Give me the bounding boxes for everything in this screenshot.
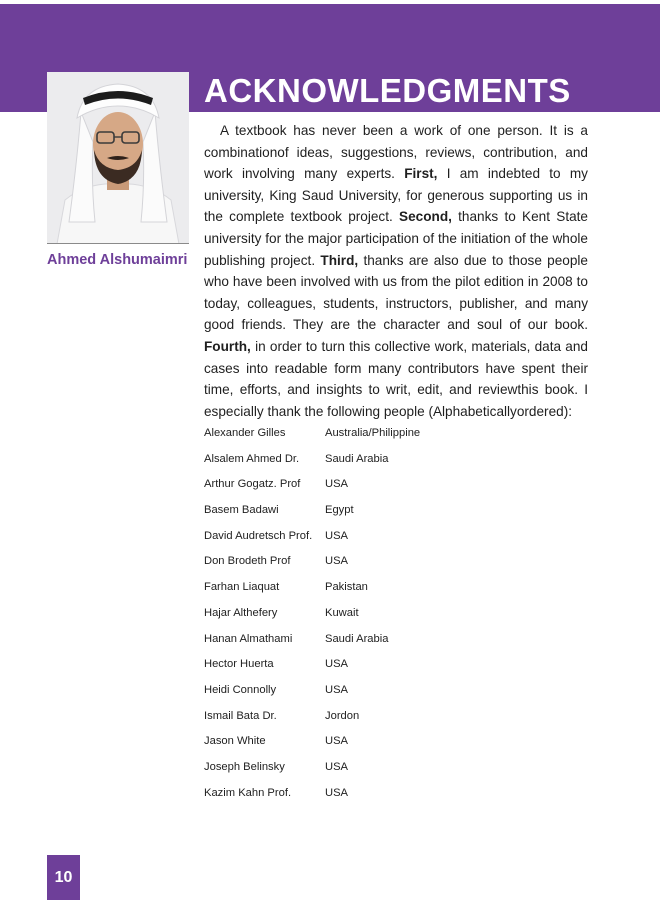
- person-country: USA: [325, 683, 349, 696]
- list-item: [204, 427, 584, 453]
- person-name: Ismail Bata Dr.: [204, 709, 277, 722]
- acknowledgment-text: [204, 120, 588, 422]
- person-name: Arthur Gogatz. Prof: [204, 478, 301, 491]
- person-name: Farhan Liaquat: [204, 581, 280, 594]
- person-name: Hector Huerta: [204, 658, 274, 671]
- person-country: Australia/Philippine: [325, 427, 421, 439]
- person-country: Jordon: [325, 709, 360, 722]
- person-name: Kazim Kahn Prof.: [204, 786, 292, 799]
- contributors-list: [204, 427, 584, 812]
- person-name: Jason White: [204, 735, 266, 748]
- person-country: USA: [325, 529, 349, 542]
- person-name: Heidi Connolly: [204, 683, 277, 696]
- page-number: 10: [54, 868, 73, 886]
- person-country: USA: [325, 478, 349, 491]
- person-name: David Audretsch Prof.: [204, 529, 313, 542]
- person-name: Hajar Althefery: [204, 606, 278, 619]
- author-photo: [47, 72, 189, 244]
- person-country: Egypt: [325, 504, 354, 517]
- person-name: Alsalem Ahmed Dr.: [204, 452, 300, 465]
- person-country: Saudi Arabia: [325, 632, 389, 645]
- list-item: [204, 453, 584, 479]
- person-country: USA: [325, 735, 349, 748]
- list-item: [204, 555, 584, 581]
- person-country: Saudi Arabia: [325, 452, 389, 465]
- person-country: USA: [325, 658, 349, 671]
- list-item: [204, 633, 584, 659]
- person-country: Pakistan: [325, 581, 368, 594]
- list-item: [204, 658, 584, 684]
- author-photo-frame: [47, 72, 189, 244]
- list-item: [204, 684, 584, 710]
- person-name: Alexander Gilles: [204, 427, 286, 439]
- list-item: [204, 504, 584, 530]
- person-country: USA: [325, 786, 349, 799]
- page-number-badge: [47, 855, 80, 900]
- list-item: [204, 710, 584, 736]
- author-name: Ahmed Alshumaimri: [47, 252, 188, 268]
- acknowledgment-paragraph: A textbook has never been a work of one person. It is a combinationof ideas, suggestions, reviews, contribution, and work involving many experts. First, I am indebted to my university, King Saud University, for generous supporting us in the complete textbook project. Second, thanks to Kent State university for the major participation of the initiation of the whole publishing project. Third, thanks are also due to those people who have been involved with us from the pilot edition in 2008 to today, colleagues, students, instructors, publisher, and many good friends. They are the character and soul of our book. Fourth, in order to turn this collective work, materials, data and cases into readable form many contributors have spent their time, efforts, and insights to writ, edit, and reviewthis book. I especially thank the following people (Alphabeticallyordered):: [204, 123, 588, 419]
- list-item: [204, 607, 584, 633]
- list-item: [204, 478, 584, 504]
- list-item: [204, 787, 584, 813]
- person-name: Basem Badawi: [204, 504, 279, 517]
- list-item: [204, 581, 584, 607]
- person-country: USA: [325, 555, 349, 568]
- person-country: Kuwait: [325, 606, 359, 619]
- person-country: USA: [325, 760, 349, 773]
- person-name: Hanan Almathami: [204, 632, 293, 645]
- author-portrait-illustration: [47, 72, 189, 244]
- person-name: Joseph Belinsky: [204, 760, 285, 773]
- list-item: [204, 530, 584, 556]
- page-title: ACKNOWLEDGMENTS: [204, 72, 571, 109]
- photo-divider: [47, 243, 189, 244]
- person-name: Don Brodeth Prof: [204, 555, 291, 568]
- list-item: [204, 761, 584, 787]
- list-item: [204, 735, 584, 761]
